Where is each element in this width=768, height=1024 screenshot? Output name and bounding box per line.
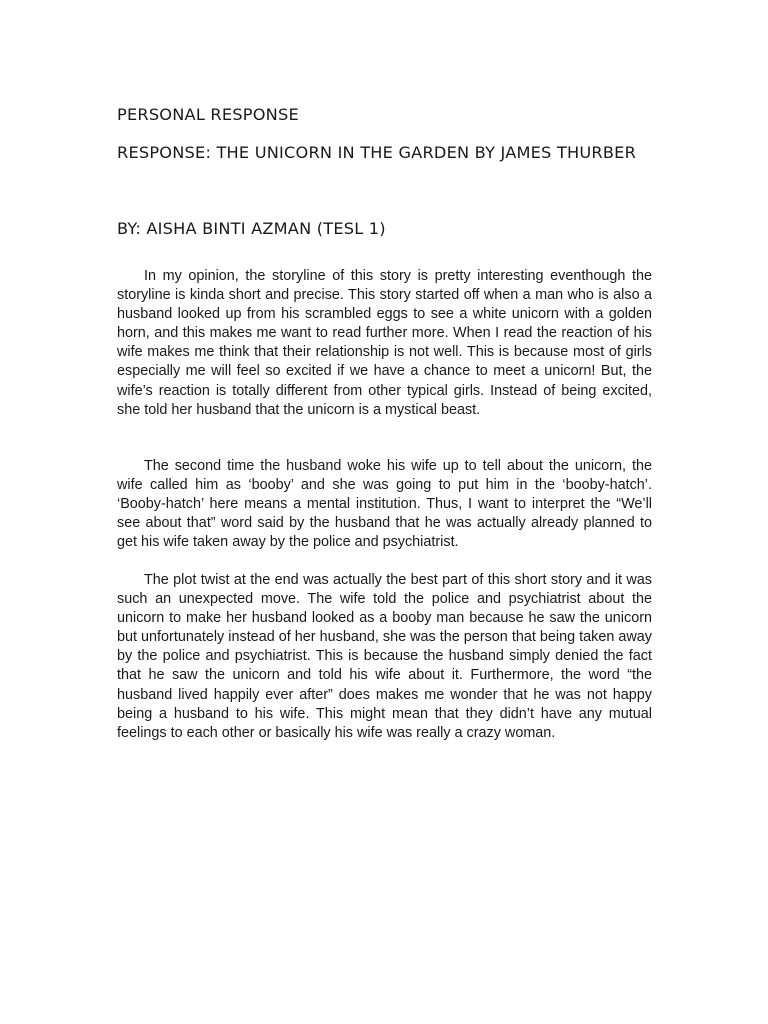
paragraph-3: The plot twist at the end was actually the best part of this short story and it was such an unexpected move. The wife told the police and psychiatrist about the unicorn to make her husband looked as a booby man because he saw the unicorn but unfortunately instead of her husband, she was the person that being taken away by the police and psychiatrist. This is because the husband simply denied the fact that he saw the unicorn and told his wife about it. Furthermore, the word “the husband lived happily ever after” does makes me wonder that he was not happy being a husband to his wife. This might mean that they didn’t have any mutual feelings to each other or basically his wife was really a crazy woman. [117, 572, 652, 741]
document-heading-personal-response: PERSONAL RESPONSE [117, 105, 299, 124]
paragraph-1: In my opinion, the storyline of this story is pretty interesting eventhough the storyline is kinda short and precise. This story started off when a man who is also a husband looked up from his scrambled eggs to see a white unicorn with a golden horn, and this makes me want to read further more. When I read the reaction of his wife makes me think that their relationship is not well. This is because most of girls especially me will feel so excited if we have a chance to meet a unicorn! But, the wife’s reaction is totally different from other typical girls. Instead of being excited, she told her husband that the unicorn is a mystical beast. [117, 268, 652, 418]
paragraph-2: The second time the husband woke his wife up to tell about the unicorn, the wife called him as ‘booby’ and she was going to put him in the ‘booby-hatch’. ‘Booby-hatch’ here means a mental institution. Thus, I want to interpret the “We’ll see about that” word said by the husband that he was actually already planned to get his wife taken away by the police and psychiatrist. [117, 458, 652, 551]
document-heading-response-title: RESPONSE: THE UNICORN IN THE GARDEN BY JAMES THURBER [117, 143, 637, 162]
document-heading-author: BY: AISHA BINTI AZMAN (TESL 1) [117, 219, 386, 238]
